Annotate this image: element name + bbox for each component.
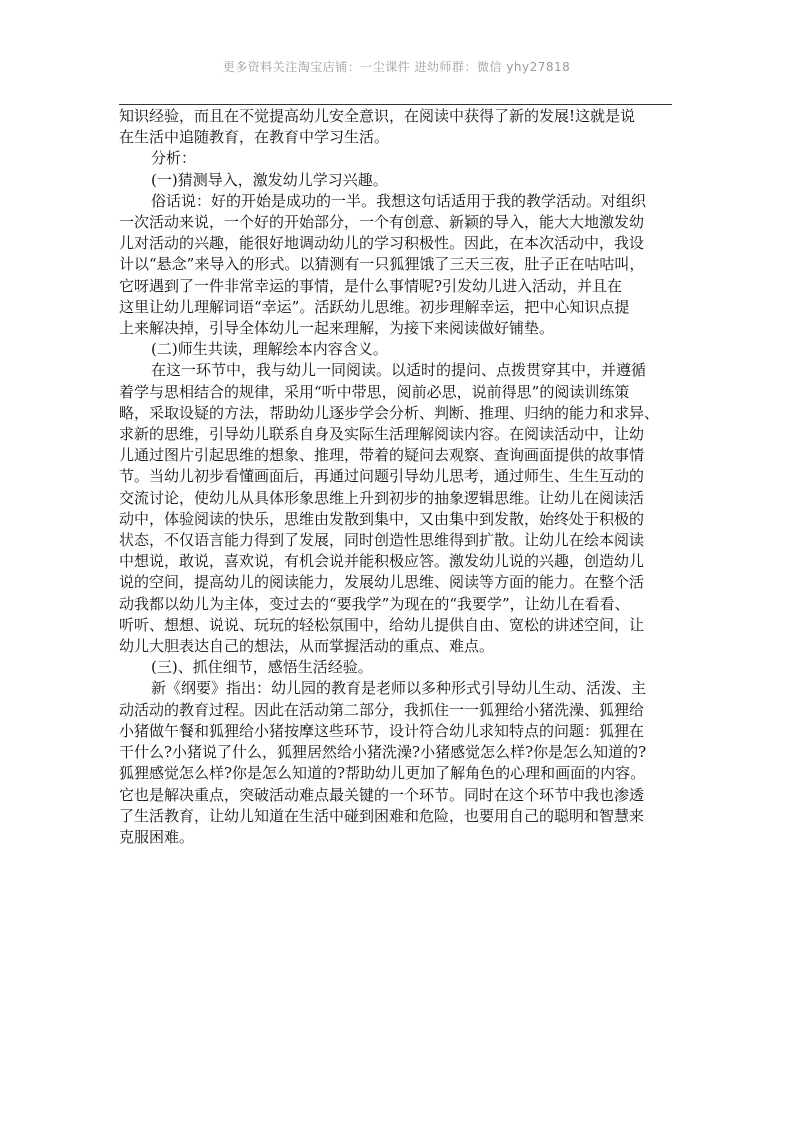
text-line: 交流讨论，使幼儿从具体形象思维上升到初步的抽象逻辑思维。让幼儿在阅读活 [119, 488, 645, 507]
page-header-watermark: 更多资料关注淘宝店铺：一尘课件 进幼师群：微信 yhy27818 [222, 60, 571, 74]
text-line: 小猪做午餐和狐狸给小猪按摩这些环节，设计符合幼儿求知特点的问题：狐狸在 [119, 721, 645, 740]
text-line: 动中，体验阅读的快乐，思维由发散到集中，又由集中到发散，始终处于积极的 [119, 509, 645, 528]
text-line: 这里让幼儿理解词语“幸运”。活跃幼儿思维。初步理解幸运，把中心知识点提 [119, 297, 630, 316]
text-line: 了生活教育，让幼儿知道在生活中碰到困难和危险，也要用自己的聪明和智慧来 [119, 806, 645, 825]
text-line: 它呀遇到了一件非常幸运的事情，是什么事情呢?引发幼儿进入活动，并且在 [119, 276, 623, 295]
text-line: 中想说，敢说，喜欢说，有机会说并能积极应答。激发幼儿说的兴趣，创造幼儿 [119, 552, 645, 571]
text-line: 儿对活动的兴趣，能很好地调动幼儿的学习积极性。因此，在本次活动中，我设 [119, 234, 645, 253]
text-line: 克服困难。 [119, 827, 195, 846]
text-line: 新《纲要》指出：幼儿园的教育是老师以多种形式引导幼儿生动、活泼、主 [151, 679, 647, 698]
text-line: 干什么?小猪说了什么，狐狸居然给小猪洗澡?小猪感觉怎么样?你是怎么知道的? [119, 743, 647, 762]
text-line: 计以“悬念”来导入的形式。以猜测有一只狐狸饿了三天三夜，肚子正在咕咕叫， [119, 255, 645, 274]
section-heading-2: (二)师生共读，理解绘本内容含义。 [151, 340, 388, 359]
text-line: 上来解决掉，引导全体幼儿一起来理解，为接下来阅读做好铺垫。 [119, 319, 555, 338]
text-line: 幼儿大胆表达自己的想法，从而掌握活动的重点、难点。 [119, 637, 495, 656]
text-line: 一次活动来说，一个好的开始部分，一个有创意、新颖的导入，能大大地激发幼 [119, 213, 645, 232]
text-line: 动我都以幼儿为主体，变过去的“要我学”为现在的“我要学”，让幼儿在看看、 [119, 594, 630, 613]
header-rule [119, 104, 672, 105]
text-line: 着学与思相结合的规律，采用“听中带思，阅前必思，说前得思”的阅读训练策 [119, 382, 630, 401]
document-body [119, 106, 675, 848]
text-line: 求新的思维，引导幼儿联系自身及实际生活理解阅读内容。在阅读活动中，让幼 [119, 425, 645, 444]
text-line: 状态，不仅语言能力得到了发展，同时创造性思维得到扩散。让幼儿在绘本阅读 [119, 531, 645, 550]
text-line: 动活动的教育过程。因此在活动第二部分，我抓住一一狐狸给小猪洗澡、狐狸给 [119, 700, 645, 719]
text-line: 俗话说：好的开始是成功的一半。我想这句话适用于我的教学活动。对组织 [151, 191, 647, 210]
text-line: 儿通过图片引起思维的想象、推理，带着的疑问去观察、查询画面提供的故事情 [119, 446, 645, 465]
text-line: 知识经验，而且在不觉提高幼儿安全意识，在阅读中获得了新的发展!这就是说 [119, 107, 636, 125]
section-heading-1: (一)猜测导入，激发幼儿学习兴趣。 [151, 170, 388, 189]
section-label-analysis: 分析： [151, 149, 197, 168]
text-line: 在这一环节中，我与幼儿一同阅读。以适时的提问、点拨贯穿其中，并遵循 [151, 361, 647, 380]
text-line: 略，采取设疑的方法，帮助幼儿逐步学会分析、判断、推理、归纳的能力和求异、 [119, 403, 660, 422]
section-heading-3: (三)、抓住细节，感悟生活经验。 [151, 658, 373, 677]
text-line: 在生活中追随教育，在教育中学习生活。 [119, 128, 390, 147]
text-line: 它也是解决重点，突破活动难点最关键的一个环节。同时在这个环节中我也渗透 [119, 785, 645, 804]
text-line: 听听、想想、说说、玩玩的轻松氛围中，给幼儿提供自由、宽松的讲述空间，让 [119, 615, 645, 634]
text-line: 说的空间，提高幼儿的阅读能力，发展幼儿思维、阅读等方面的能力。在整个活 [119, 573, 645, 592]
text-line: 节。当幼儿初步看懂画面后，再通过问题引导幼儿思考，通过师生、生生互动的 [119, 467, 645, 486]
text-line: 狐狸感觉怎么样?你是怎么知道的?帮助幼儿更加了解角色的心理和画面的内容。 [119, 764, 646, 783]
